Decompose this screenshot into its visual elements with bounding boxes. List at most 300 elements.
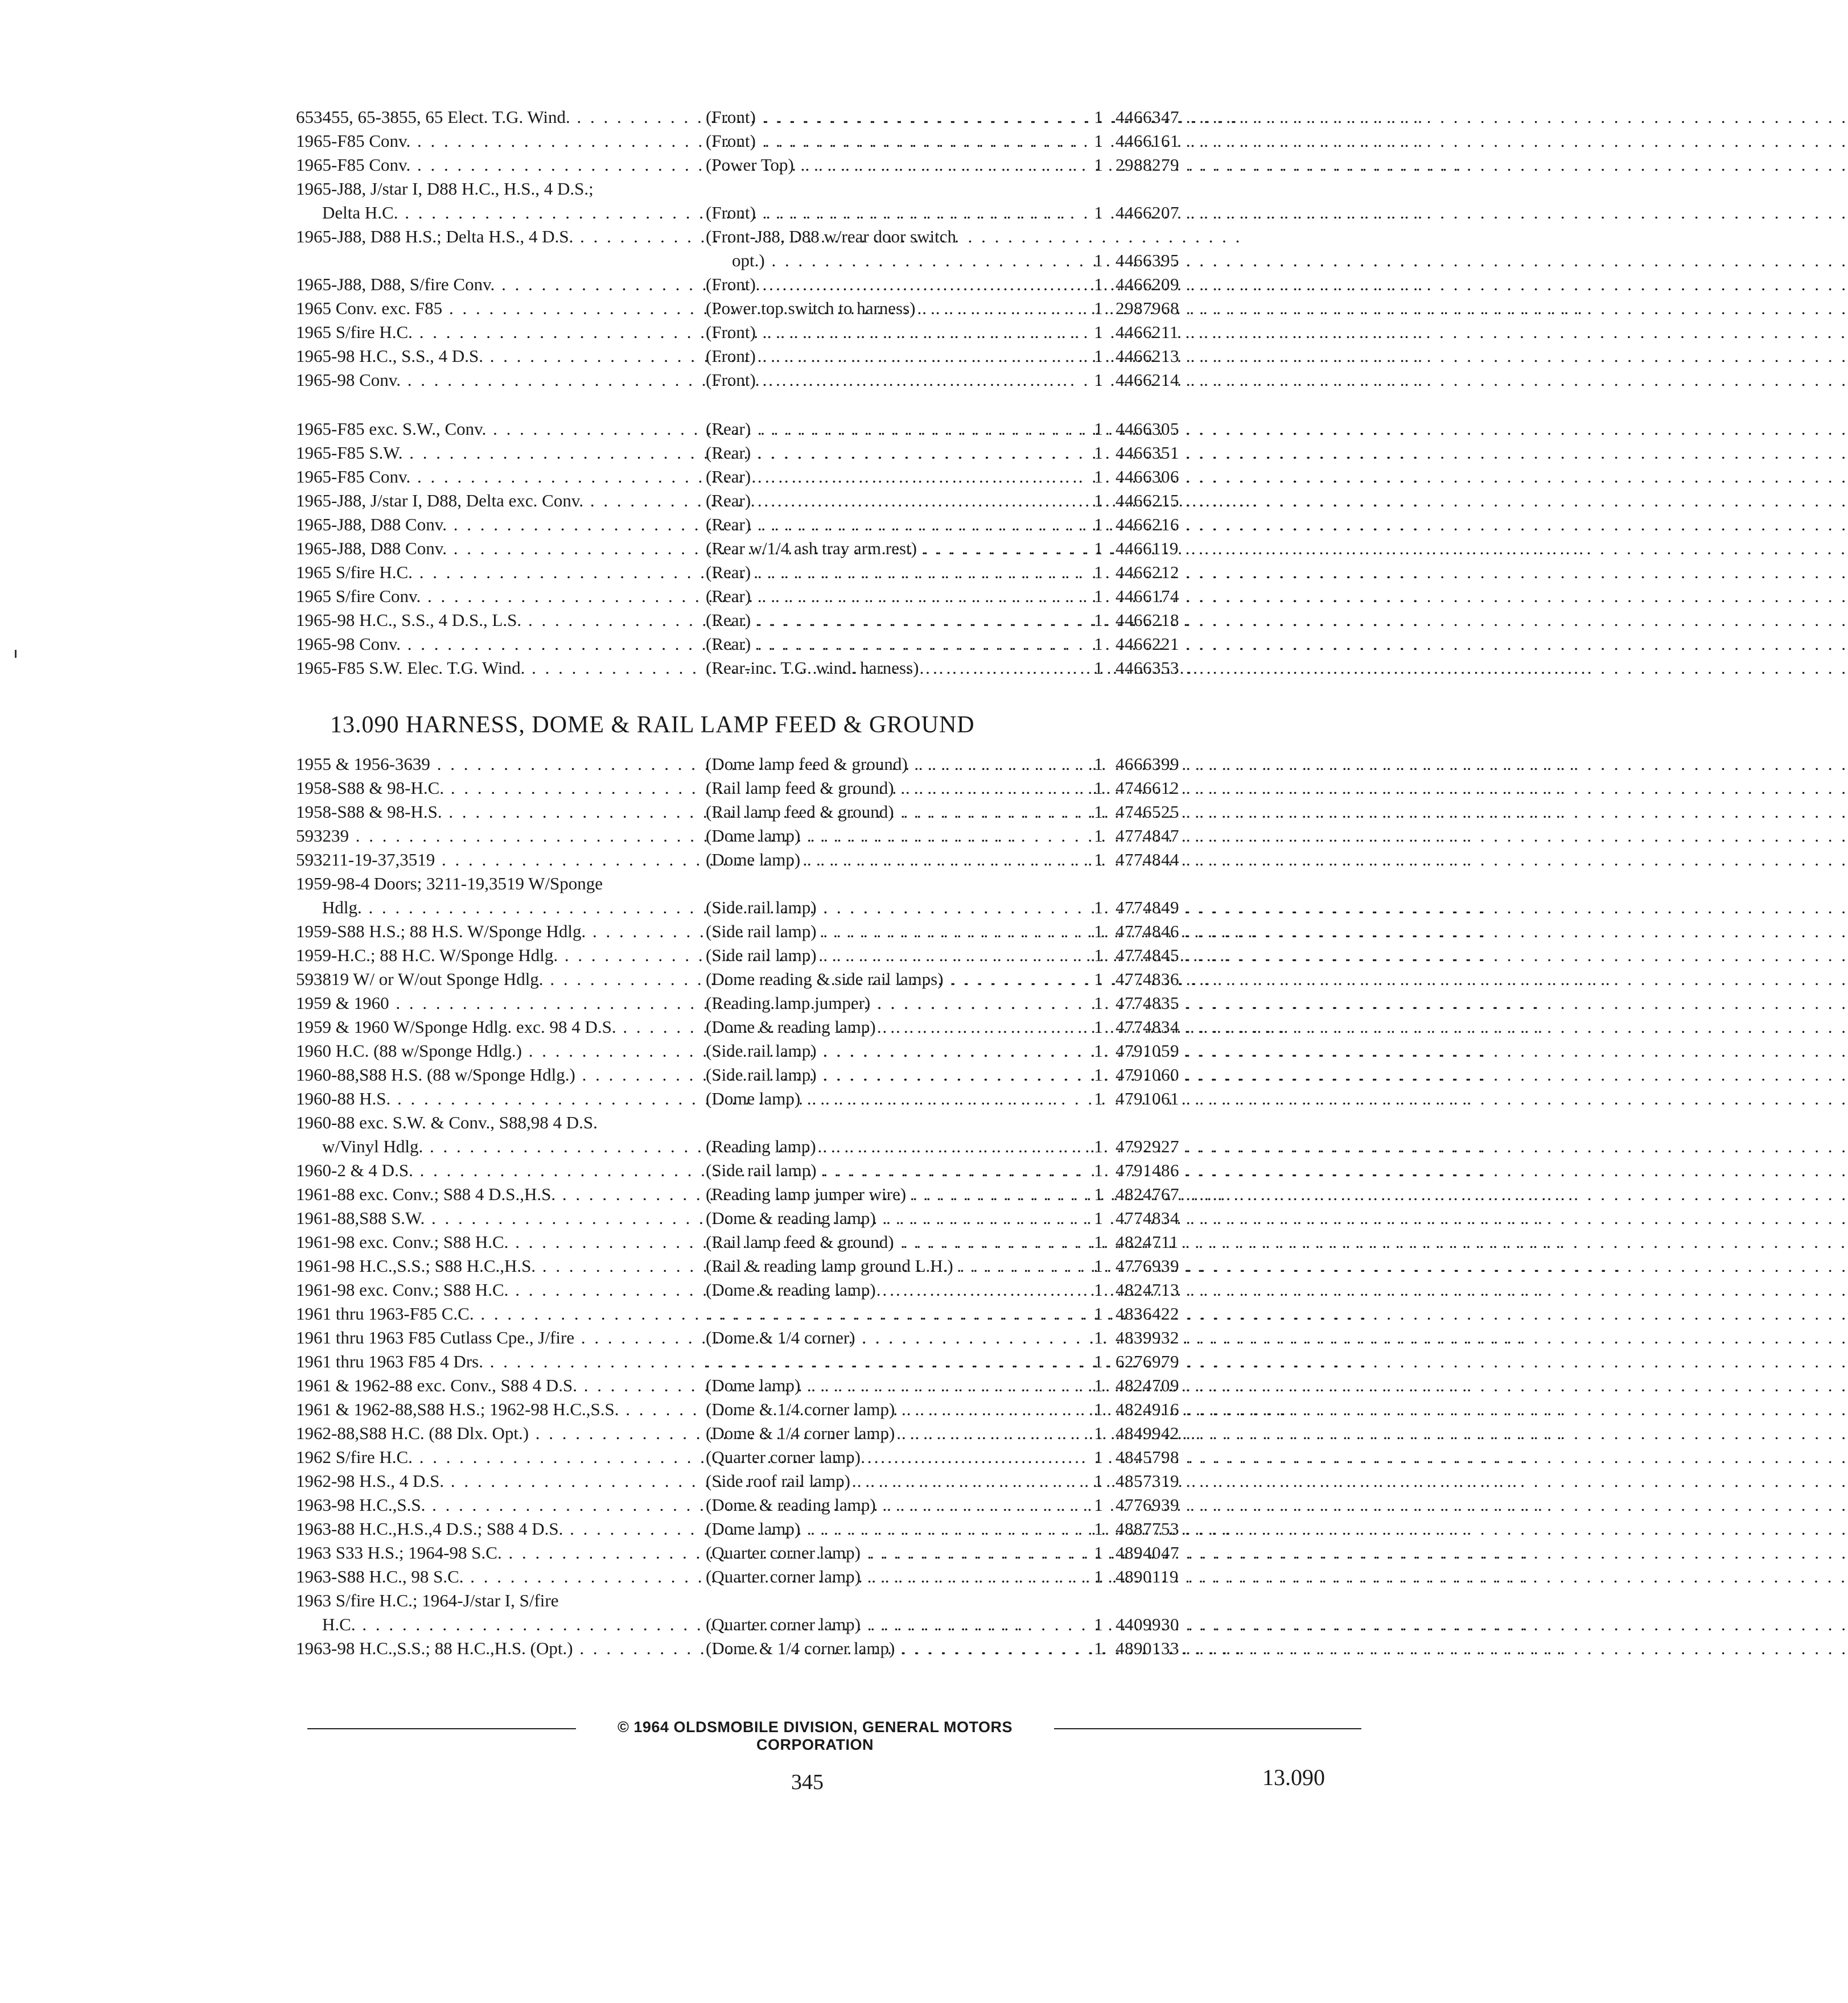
quantity-cell: 1	[1094, 1017, 1103, 1037]
part-number-cell	[1116, 417, 1343, 441]
quantity-cell: 1	[1094, 1208, 1103, 1228]
quantity-cell: 1	[1094, 1328, 1103, 1347]
description-text: (Rear)	[706, 562, 751, 582]
description-cell	[706, 1398, 1070, 1421]
description-text: (Rear)	[706, 419, 751, 439]
section-heading: 13.090 HARNESS, DOME & RAIL LAMP FEED & GROUND	[330, 712, 975, 738]
part-number-cell	[1116, 967, 1343, 991]
description-text: (Dome lamp)	[706, 1375, 801, 1395]
part-number-cell	[1116, 249, 1343, 273]
table-row	[296, 417, 1343, 441]
part-number-cell	[1116, 1159, 1343, 1182]
quantity-cell: 1	[1094, 1495, 1103, 1515]
part-number: 4774836 . . .	[1116, 969, 1848, 989]
description-text: (Dome & reading lamp)	[706, 1495, 876, 1515]
table-row	[296, 537, 1343, 560]
part-number: 4774845 . . .	[1116, 945, 1848, 965]
applicability-text: 1965-F85 S.W. . . .	[296, 441, 694, 465]
applicability-cell	[296, 465, 694, 489]
page-number: 345	[791, 1770, 824, 1794]
description-text: (Rear w/1/4 ash tray arm rest)	[706, 538, 917, 558]
quantity-cell: 1	[1094, 1375, 1103, 1395]
applicability-cell	[296, 943, 694, 967]
part-number-cell	[1116, 441, 1343, 465]
description-cell	[706, 513, 1070, 537]
description-cell	[706, 465, 1070, 489]
part-number: 4890133 . . .	[1116, 1638, 1848, 1658]
description-text: (Side roof rail lamp)	[706, 1471, 850, 1491]
description-cell	[706, 273, 1070, 296]
applicability-text: 1965-F85 Conv. . . .	[296, 129, 694, 153]
quantity-cell: 1	[1094, 1089, 1103, 1108]
quantity-cell: 1	[1094, 419, 1103, 439]
quantity-cell: 1	[1094, 203, 1103, 222]
table-row	[296, 656, 1343, 680]
description-text: (Side rail lamp)	[706, 1041, 817, 1061]
description-text: (Rail lamp feed & ground)	[706, 1232, 894, 1252]
description-text: (Dome & reading lamp)	[706, 1280, 876, 1300]
description-cell	[706, 1517, 1070, 1541]
applicability-cell	[296, 656, 694, 680]
description-text: (Dome lamp)	[706, 1519, 801, 1539]
description-cell	[706, 344, 1070, 368]
applicability-text: 1959-H.C.; 88 H.C. W/Sponge Hdlg. . . .	[296, 943, 694, 967]
part-number: 4836422 . . .	[1116, 1304, 1848, 1324]
description-text: (Dome & 1/4 corner)	[706, 1328, 855, 1347]
applicability-cell	[296, 991, 694, 1015]
table-row	[296, 872, 1343, 920]
applicability-cell	[296, 1541, 694, 1565]
table-row	[296, 489, 1343, 513]
table-row	[296, 1326, 1343, 1350]
table-row	[296, 513, 1343, 537]
quantity-cell: 1	[1094, 1423, 1103, 1443]
description-text: (Front)	[706, 370, 756, 390]
description-text: (Dome lamp feed & ground)	[706, 754, 908, 774]
description-cell	[706, 441, 1070, 465]
applicability-text: 1961-98 exc. Conv.; S88 H.C. . . .	[296, 1230, 694, 1254]
table-row	[296, 441, 1343, 465]
table-row	[296, 177, 1343, 225]
part-number-cell	[1116, 991, 1343, 1015]
description-text: (Quarter corner lamp)	[706, 1567, 861, 1586]
description-cell	[706, 537, 1070, 560]
part-number: 4776939 . . .	[1116, 1256, 1848, 1276]
part-number: 4774834 . . .	[1116, 1208, 1848, 1228]
applicability-text: 1961 thru 1963 F85 4 Drs. . . .	[296, 1350, 694, 1374]
applicability-text: 1958-S88 & 98-H.S. . . .	[296, 800, 694, 824]
table-row	[296, 1541, 1343, 1565]
description-cell	[706, 1326, 1070, 1350]
description-text: (Side rail lamp)	[706, 1065, 817, 1085]
part-number-cell	[1116, 1278, 1343, 1302]
part-number-cell	[1116, 1350, 1343, 1374]
quantity-cell: 1	[1094, 754, 1103, 774]
part-number: 4890119 . . .	[1116, 1567, 1847, 1586]
applicability-cell	[296, 1039, 694, 1063]
part-number-cell	[1116, 560, 1343, 584]
applicability-text: 1963-88 H.C.,H.S.,4 D.S.; S88 4 D.S. . . .	[296, 1517, 694, 1541]
quantity-cell: 1	[1094, 1041, 1103, 1061]
part-number-cell	[1116, 608, 1343, 632]
description-cell	[706, 1087, 1070, 1111]
applicability-cell	[296, 632, 694, 656]
table-row	[296, 1087, 1343, 1111]
applicability-cell	[296, 296, 694, 320]
part-number-cell	[1116, 656, 1343, 680]
description-cell	[706, 1613, 1070, 1637]
part-number: 4466395 . . .	[1116, 250, 1848, 270]
table-row	[296, 296, 1343, 320]
part-number: 4824713 . . .	[1116, 1280, 1848, 1300]
quantity-cell: 1	[1094, 921, 1103, 941]
applicability-cell	[296, 1421, 694, 1445]
applicability-text: 1965-F85 Conv. . . .	[296, 465, 694, 489]
description-cell	[706, 943, 1070, 967]
part-number: 4774846 . . .	[1116, 921, 1848, 941]
table-row	[296, 1350, 1343, 1374]
applicability-text: 1963-98 H.C.,S.S. . . .	[296, 1493, 694, 1517]
applicability-cell	[296, 1159, 694, 1182]
part-number: 4774844 . . .	[1116, 850, 1848, 869]
part-number: 4466213 . . .	[1116, 346, 1848, 366]
description-cell	[706, 584, 1070, 608]
margin-mark	[15, 650, 17, 658]
part-number: 4774835 . . .	[1116, 993, 1848, 1013]
description-cell	[706, 129, 1070, 153]
applicability-text: 1965-98 Conv. . . .	[296, 632, 694, 656]
applicability-text: 593211-19-37,3519 . . .	[296, 848, 694, 872]
description-cell	[706, 632, 1070, 656]
applicability-text: 1961 thru 1963-F85 C.C. . . .	[296, 1302, 694, 1326]
part-number: 4466214 . . .	[1116, 370, 1848, 390]
description-text: (Power Top)	[706, 155, 794, 175]
parts-list-front-rear	[296, 105, 1343, 680]
applicability-cell	[296, 752, 694, 776]
quantity-cell: 1	[1094, 1614, 1103, 1634]
applicability-cell	[296, 776, 694, 800]
description-text: (Rail lamp feed & ground)	[706, 778, 894, 798]
quantity-cell: 1	[1094, 1399, 1103, 1419]
applicability-cell	[296, 920, 694, 943]
part-number: 4791059 . . .	[1116, 1041, 1848, 1061]
applicability-cell	[296, 1517, 694, 1541]
part-number-cell	[1116, 296, 1343, 320]
table-row	[296, 1230, 1343, 1254]
description-text: (Rear)	[706, 610, 751, 630]
description-text: (Side rail lamp)	[706, 897, 817, 917]
applicability-text: 1965-98 Conv. . . .	[296, 368, 694, 392]
applicability-text: 1962-88,S88 H.C. (88 Dlx. Opt.) . . .	[296, 1421, 694, 1445]
applicability-text-line2: Hdlg. . . .	[322, 896, 694, 920]
description-cell	[706, 1493, 1070, 1517]
description-cell	[706, 800, 1070, 824]
applicability-text: 1961-88,S88 S.W. . . .	[296, 1206, 694, 1230]
part-number-cell	[1116, 584, 1343, 608]
description-text: (Side rail lamp)	[706, 945, 817, 965]
part-number: 4824709 . . .	[1116, 1375, 1848, 1395]
table-row	[296, 943, 1343, 967]
quantity-cell: 1	[1094, 802, 1103, 822]
applicability-text: 1965 S/fire Conv. . . .	[296, 584, 694, 608]
description-text: (Dome reading & side rail lamps)	[706, 969, 944, 989]
applicability-text: 1963 S33 H.S.; 1964-98 S.C. . . .	[296, 1541, 694, 1565]
part-number: 4466161 . . .	[1116, 131, 1848, 151]
description-text: (Rear)	[706, 634, 751, 654]
part-number-cell	[1116, 153, 1343, 177]
applicability-text: 1958-S88 & 98-H.C. . . .	[296, 776, 694, 800]
quantity-cell: 1	[1094, 346, 1103, 366]
description-text: (Dome & 1/4 corner lamp)	[706, 1399, 895, 1419]
applicability-text: 1961-98 H.C.,S.S.; S88 H.C.,H.S. . . .	[296, 1254, 694, 1278]
description-text: (Dome & 1/4 corner lamp)	[706, 1638, 895, 1658]
applicability-text: 1959-98-4 Doors; 3211-19,3519 W/Sponge	[296, 873, 603, 893]
part-number: 4776939 . . .	[1116, 1495, 1848, 1515]
part-number: 4466119 . . .	[1116, 538, 1847, 558]
part-number: 4466216 . . .	[1116, 514, 1848, 534]
part-number-cell	[1116, 489, 1343, 513]
part-number-cell	[1116, 943, 1343, 967]
description-cell	[706, 1350, 1070, 1374]
part-number: 4466218 . . .	[1116, 610, 1848, 630]
applicability-cell	[296, 177, 694, 222]
quantity-cell: 1	[1094, 491, 1103, 510]
applicability-text: 1965-J88, J/star I, D88, Delta exc. Conv. . . .	[296, 489, 694, 513]
applicability-cell	[296, 344, 694, 368]
description-cell	[706, 225, 1070, 270]
footer-rule-right	[1054, 1728, 1361, 1729]
quantity-cell: 1	[1094, 155, 1103, 175]
part-number: 4466174 . . .	[1116, 586, 1848, 606]
quantity-cell: 1	[1094, 1256, 1103, 1276]
description-cell	[706, 1637, 1070, 1660]
applicability-text: 1960-88,S88 H.S. (88 w/Sponge Hdlg.) . . .	[296, 1063, 694, 1087]
part-number: 4791060 . . .	[1116, 1065, 1848, 1085]
quantity-cell: 1	[1094, 969, 1103, 989]
applicability-text: 1965 Conv. exc. F85 . . .	[296, 296, 694, 320]
table-row	[296, 344, 1343, 368]
table-row	[296, 848, 1343, 872]
quantity-cell: 1	[1094, 1304, 1103, 1324]
applicability-cell	[296, 129, 694, 153]
applicability-text: 1962 S/fire H.C. . . .	[296, 1445, 694, 1469]
part-number-cell	[1116, 1493, 1343, 1517]
quantity-cell: 1	[1094, 897, 1103, 917]
part-number: 4824711 . . .	[1116, 1232, 1847, 1252]
table-row	[296, 608, 1343, 632]
part-number-cell	[1116, 800, 1343, 824]
applicability-cell	[296, 608, 694, 632]
applicability-cell	[296, 1350, 694, 1374]
description-text: (Side rail lamp)	[706, 1160, 817, 1180]
applicability-cell	[296, 1206, 694, 1230]
applicability-text: 1961-98 exc. Conv.; S88 H.C. . . .	[296, 1278, 694, 1302]
table-row	[296, 920, 1343, 943]
applicability-cell	[296, 1302, 694, 1326]
part-number: 4746612 . . .	[1116, 778, 1848, 798]
part-number-cell	[1116, 537, 1343, 560]
part-number: 4466211 . . .	[1116, 322, 1847, 342]
section-number: 13.090	[1262, 1765, 1325, 1790]
table-row	[296, 1159, 1343, 1182]
description-text: (Front)	[706, 322, 756, 342]
applicability-text: 653455, 65-3855, 65 Elect. T.G. Wind. . . .	[296, 105, 694, 129]
table-row	[296, 824, 1343, 848]
applicability-cell	[296, 1374, 694, 1398]
description-text: (Rear)	[706, 586, 751, 606]
table-row	[296, 129, 1343, 153]
applicability-cell	[296, 1015, 694, 1039]
quantity-cell: 1	[1094, 658, 1103, 678]
quantity-cell: 1	[1094, 993, 1103, 1013]
applicability-text: 1965-J88, D88, S/fire Conv. . . .	[296, 273, 694, 296]
quantity-cell: 1	[1094, 467, 1103, 487]
description-cell	[706, 201, 1070, 225]
description-cell	[706, 656, 1070, 680]
description-text: (Dome lamp)	[706, 1089, 801, 1108]
quantity-cell: 1	[1094, 1280, 1103, 1300]
quantity-cell: 1	[1094, 1232, 1103, 1252]
description-cell	[706, 991, 1070, 1015]
description-text: (Dome lamp)	[706, 826, 801, 846]
quantity-cell: 1	[1094, 1519, 1103, 1539]
quantity-cell: 1	[1094, 945, 1103, 965]
quantity-cell: 1	[1094, 322, 1103, 342]
part-number: 6276979 . . .	[1116, 1351, 1848, 1371]
applicability-cell	[296, 273, 694, 296]
description-cell	[706, 1469, 1070, 1493]
description-cell	[706, 1565, 1070, 1589]
part-number: 4894047 . . .	[1116, 1543, 1848, 1563]
table-row	[296, 153, 1343, 177]
part-number: 4466215 . . .	[1116, 491, 1848, 510]
part-number-cell	[1116, 1230, 1343, 1254]
applicability-cell	[296, 1493, 694, 1517]
part-number-cell	[1116, 1039, 1343, 1063]
quantity-cell: 1	[1094, 1638, 1103, 1658]
applicability-cell	[296, 320, 694, 344]
quantity-cell: 1	[1094, 514, 1103, 534]
applicability-text: 1965 S/fire H.C. . . .	[296, 320, 694, 344]
description-cell	[706, 1135, 1070, 1159]
quantity-cell: 1	[1094, 826, 1103, 846]
part-number-cell	[1116, 920, 1343, 943]
table-row	[296, 1111, 1343, 1159]
part-number-cell	[1116, 1254, 1343, 1278]
footer-copyright: © 1964 OLDSMOBILE DIVISION, GENERAL MOTORS CORPORATION	[617, 1718, 1013, 1753]
quantity-cell: 1	[1094, 250, 1103, 270]
table-row	[296, 1254, 1343, 1278]
table-row	[296, 368, 1343, 392]
part-number-cell	[1116, 848, 1343, 872]
quantity-cell: 1	[1094, 586, 1103, 606]
applicability-cell	[296, 1565, 694, 1589]
applicability-text: 1965-98 H.C., S.S., 4 D.S. . . .	[296, 344, 694, 368]
description-text: (Dome & reading lamp)	[706, 1017, 876, 1037]
part-number-cell	[1116, 1302, 1343, 1326]
table-row	[296, 320, 1343, 344]
table-row	[296, 1398, 1343, 1421]
part-number: 4466305 . . .	[1116, 419, 1848, 439]
applicability-cell	[296, 872, 694, 917]
table-row	[296, 1517, 1343, 1541]
table-row	[296, 1302, 1343, 1326]
applicability-text: 593819 W/ or W/out Sponge Hdlg. . . .	[296, 967, 694, 991]
quantity-cell: 1	[1094, 274, 1103, 294]
description-cell	[706, 417, 1070, 441]
applicability-cell	[296, 560, 694, 584]
description-text: (Rear)	[706, 443, 751, 463]
applicability-cell	[296, 1254, 694, 1278]
applicability-cell	[296, 1589, 694, 1634]
table-row	[296, 560, 1343, 584]
table-row	[296, 1182, 1343, 1206]
part-number: 4666399 . . .	[1116, 754, 1848, 774]
description-cell	[706, 896, 1070, 920]
quantity-cell: 1	[1094, 1471, 1103, 1491]
quantity-cell: 1	[1094, 1543, 1103, 1563]
part-number-cell	[1116, 776, 1343, 800]
table-row	[296, 1421, 1343, 1445]
applicability-text: 1960-88 exc. S.W. & Conv., S88,98 4 D.S.	[296, 1112, 598, 1132]
part-number: 2987968 . . .	[1116, 298, 1848, 318]
part-number: 4845798 . . .	[1116, 1447, 1848, 1467]
part-number-cell	[1116, 1087, 1343, 1111]
quantity-cell: 1	[1094, 538, 1103, 558]
part-number-cell	[1116, 201, 1343, 225]
applicability-text: 1960 H.C. (88 w/Sponge Hdlg.) . . .	[296, 1039, 694, 1063]
table-row	[296, 465, 1343, 489]
part-number-cell	[1116, 1517, 1343, 1541]
part-number: 4774834 . . .	[1116, 1017, 1848, 1037]
quantity-cell: 1	[1094, 1136, 1103, 1156]
applicability-cell	[296, 1063, 694, 1087]
applicability-cell	[296, 824, 694, 848]
description-text: (Front)	[706, 346, 756, 366]
description-text: (Front)	[706, 131, 756, 151]
description-text: (Reading lamp jumper)	[706, 993, 871, 1013]
part-number-cell	[1116, 1637, 1343, 1660]
applicability-text: 1955 & 1956-3639 . . .	[296, 752, 694, 776]
part-number-cell	[1116, 513, 1343, 537]
description-cell	[706, 368, 1070, 392]
applicability-text: 1960-88 H.S. . . .	[296, 1087, 694, 1111]
applicability-text-line2: Delta H.C. . . .	[322, 201, 694, 225]
applicability-cell	[296, 153, 694, 177]
applicability-text: 1963 S/fire H.C.; 1964-J/star I, S/fire	[296, 1590, 559, 1610]
table-row	[296, 584, 1343, 608]
applicability-cell	[296, 441, 694, 465]
description-text: (Dome lamp)	[706, 850, 801, 869]
part-number: 4824767 . . .	[1116, 1184, 1848, 1204]
part-number: 4409930 . . .	[1116, 1614, 1848, 1634]
part-number: 4466212 . . .	[1116, 562, 1848, 582]
part-number: 4466221 . . .	[1116, 634, 1848, 654]
table-row	[296, 1278, 1343, 1302]
parts-list-dome-rail	[296, 752, 1343, 1660]
part-number-cell	[1116, 752, 1343, 776]
applicability-cell	[296, 848, 694, 872]
part-number: 4887753 . . .	[1116, 1519, 1848, 1539]
applicability-text: 1965-F85 S.W. Elec. T.G. Wind. . . .	[296, 656, 694, 680]
description-cell	[706, 1302, 1070, 1326]
part-number-cell	[1116, 1135, 1343, 1159]
table-row	[296, 1565, 1343, 1589]
part-number-cell	[1116, 1445, 1343, 1469]
description-cell	[706, 608, 1070, 632]
part-number: 4824916 . . .	[1116, 1399, 1848, 1419]
applicability-text-line2: w/Vinyl Hdlg. . . .	[322, 1135, 694, 1159]
